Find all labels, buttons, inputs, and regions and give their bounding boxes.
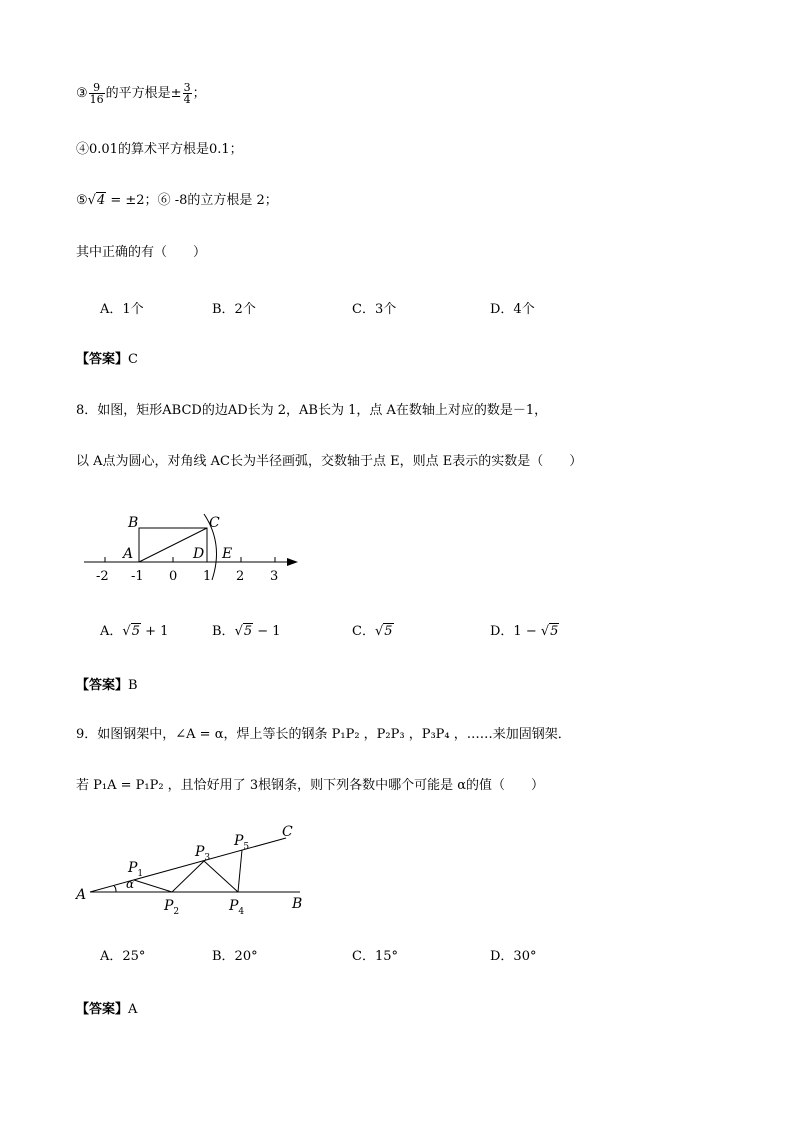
number-line-diagram: [76, 508, 316, 588]
q9-figure: [72, 820, 322, 919]
label-a: A: [76, 887, 87, 903]
q7-choice-d[interactable]: D．4个: [490, 302, 535, 317]
item-6-text: ⑥ -8的立方根是 2；: [157, 193, 278, 208]
sqrt-4: √4: [87, 193, 106, 208]
answer-value: A: [128, 1002, 138, 1017]
q9-answer: [76, 998, 137, 1017]
tick-2: 2: [236, 569, 245, 584]
label-e: E: [222, 546, 233, 562]
q9-choice-c[interactable]: C．15°: [352, 949, 398, 964]
item-5-number: ⑤: [76, 193, 88, 208]
label-b: B: [128, 515, 139, 531]
sqrt-5: √5: [374, 624, 393, 639]
label-p1: $P_1$: [128, 860, 144, 879]
q8-choice-b[interactable]: B．√5 − 1: [212, 624, 281, 639]
label-p2: $P_2$: [164, 898, 180, 915]
answer-value: B: [128, 678, 138, 693]
label-a: A: [123, 546, 134, 562]
q8-choice-a[interactable]: A．√5 + 1: [100, 624, 169, 639]
q7-answer: [76, 348, 138, 367]
q8-figure: [76, 508, 316, 592]
label-d: D: [193, 546, 205, 562]
q8-line-2: 以 A点为圆心，对角线 AC长为半径画弧，交数轴于点 E，则点 E表示的实数是（ ）: [76, 454, 583, 469]
q7-choice-a[interactable]: A．1个: [100, 302, 144, 317]
label-c: C: [209, 515, 220, 531]
answer-label: 【答案】: [76, 1002, 129, 1017]
fraction-3-4: $\frac{3}{4}$: [183, 81, 191, 106]
item-4: ④0.01的算术平方根是0.1；: [76, 142, 243, 157]
q7-choices: [76, 298, 696, 318]
fraction-9-16: $\frac{9}{16}$: [89, 81, 104, 106]
label-p5: $P_5$: [234, 833, 250, 852]
question-prompt: 其中正确的有（ ）: [76, 245, 207, 260]
q7-choice-c[interactable]: C．3个: [352, 302, 397, 317]
label-p3: $P_3$: [195, 844, 211, 863]
answer-value: C: [128, 352, 138, 367]
label-b: B: [292, 896, 303, 912]
answer-label: 【答案】: [76, 352, 129, 367]
tick-0: 0: [169, 569, 178, 584]
tick-1: 1: [203, 569, 212, 584]
q8-choice-c[interactable]: C．√5: [352, 624, 393, 639]
q9-choice-a[interactable]: A．25°: [100, 949, 146, 964]
q8-line-1: 8．如图，矩形ABCD的边AD长为 2，AB长为 1，点 A在数轴上对应的数是－1，: [76, 403, 548, 418]
label-p4: $P_4$: [229, 898, 245, 915]
q7-choice-b[interactable]: B．2个: [212, 302, 256, 317]
q9-choices: [76, 945, 696, 965]
steel-frame-diagram: [72, 820, 322, 915]
q9-choice-b[interactable]: B．20°: [212, 949, 258, 964]
sqrt-5: √5: [540, 624, 559, 639]
item-5-6: ⑤√4 = ±2；⑥ -8的立方根是 2；: [76, 193, 278, 208]
item-3-number: ③: [76, 86, 88, 101]
item-3-text: 的平方根是: [105, 86, 171, 101]
q9-choice-d[interactable]: D．30°: [490, 949, 537, 964]
tick-neg2: -2: [96, 569, 109, 584]
q9-line-1: 9．如图钢架中，∠A = α，焊上等长的钢条 P₁P₂ ，P₂P₃ ，P₃P₄ ，……来加固钢架．: [76, 727, 571, 742]
sqrt-5: √5: [234, 624, 253, 639]
label-c: C: [282, 824, 293, 840]
q9-line-2: 若 P₁A = P₁P₂ ，且恰好用了 3根钢条，则下列各数中哪个可能是 α的值（ ）: [76, 778, 545, 793]
item-3: ③ $\frac{9}{16}$ 的平方根是± $\frac{3}{4}$ ；: [76, 81, 206, 106]
answer-label: 【答案】: [76, 678, 129, 693]
tick-neg1: -1: [131, 569, 144, 584]
q8-choices: [76, 620, 696, 640]
q8-choice-d[interactable]: D．1 − √5: [490, 624, 559, 639]
label-alpha: α: [126, 877, 135, 891]
q8-answer: [76, 674, 138, 693]
tick-3: 3: [270, 569, 279, 584]
sqrt-5: √5: [122, 624, 140, 639]
